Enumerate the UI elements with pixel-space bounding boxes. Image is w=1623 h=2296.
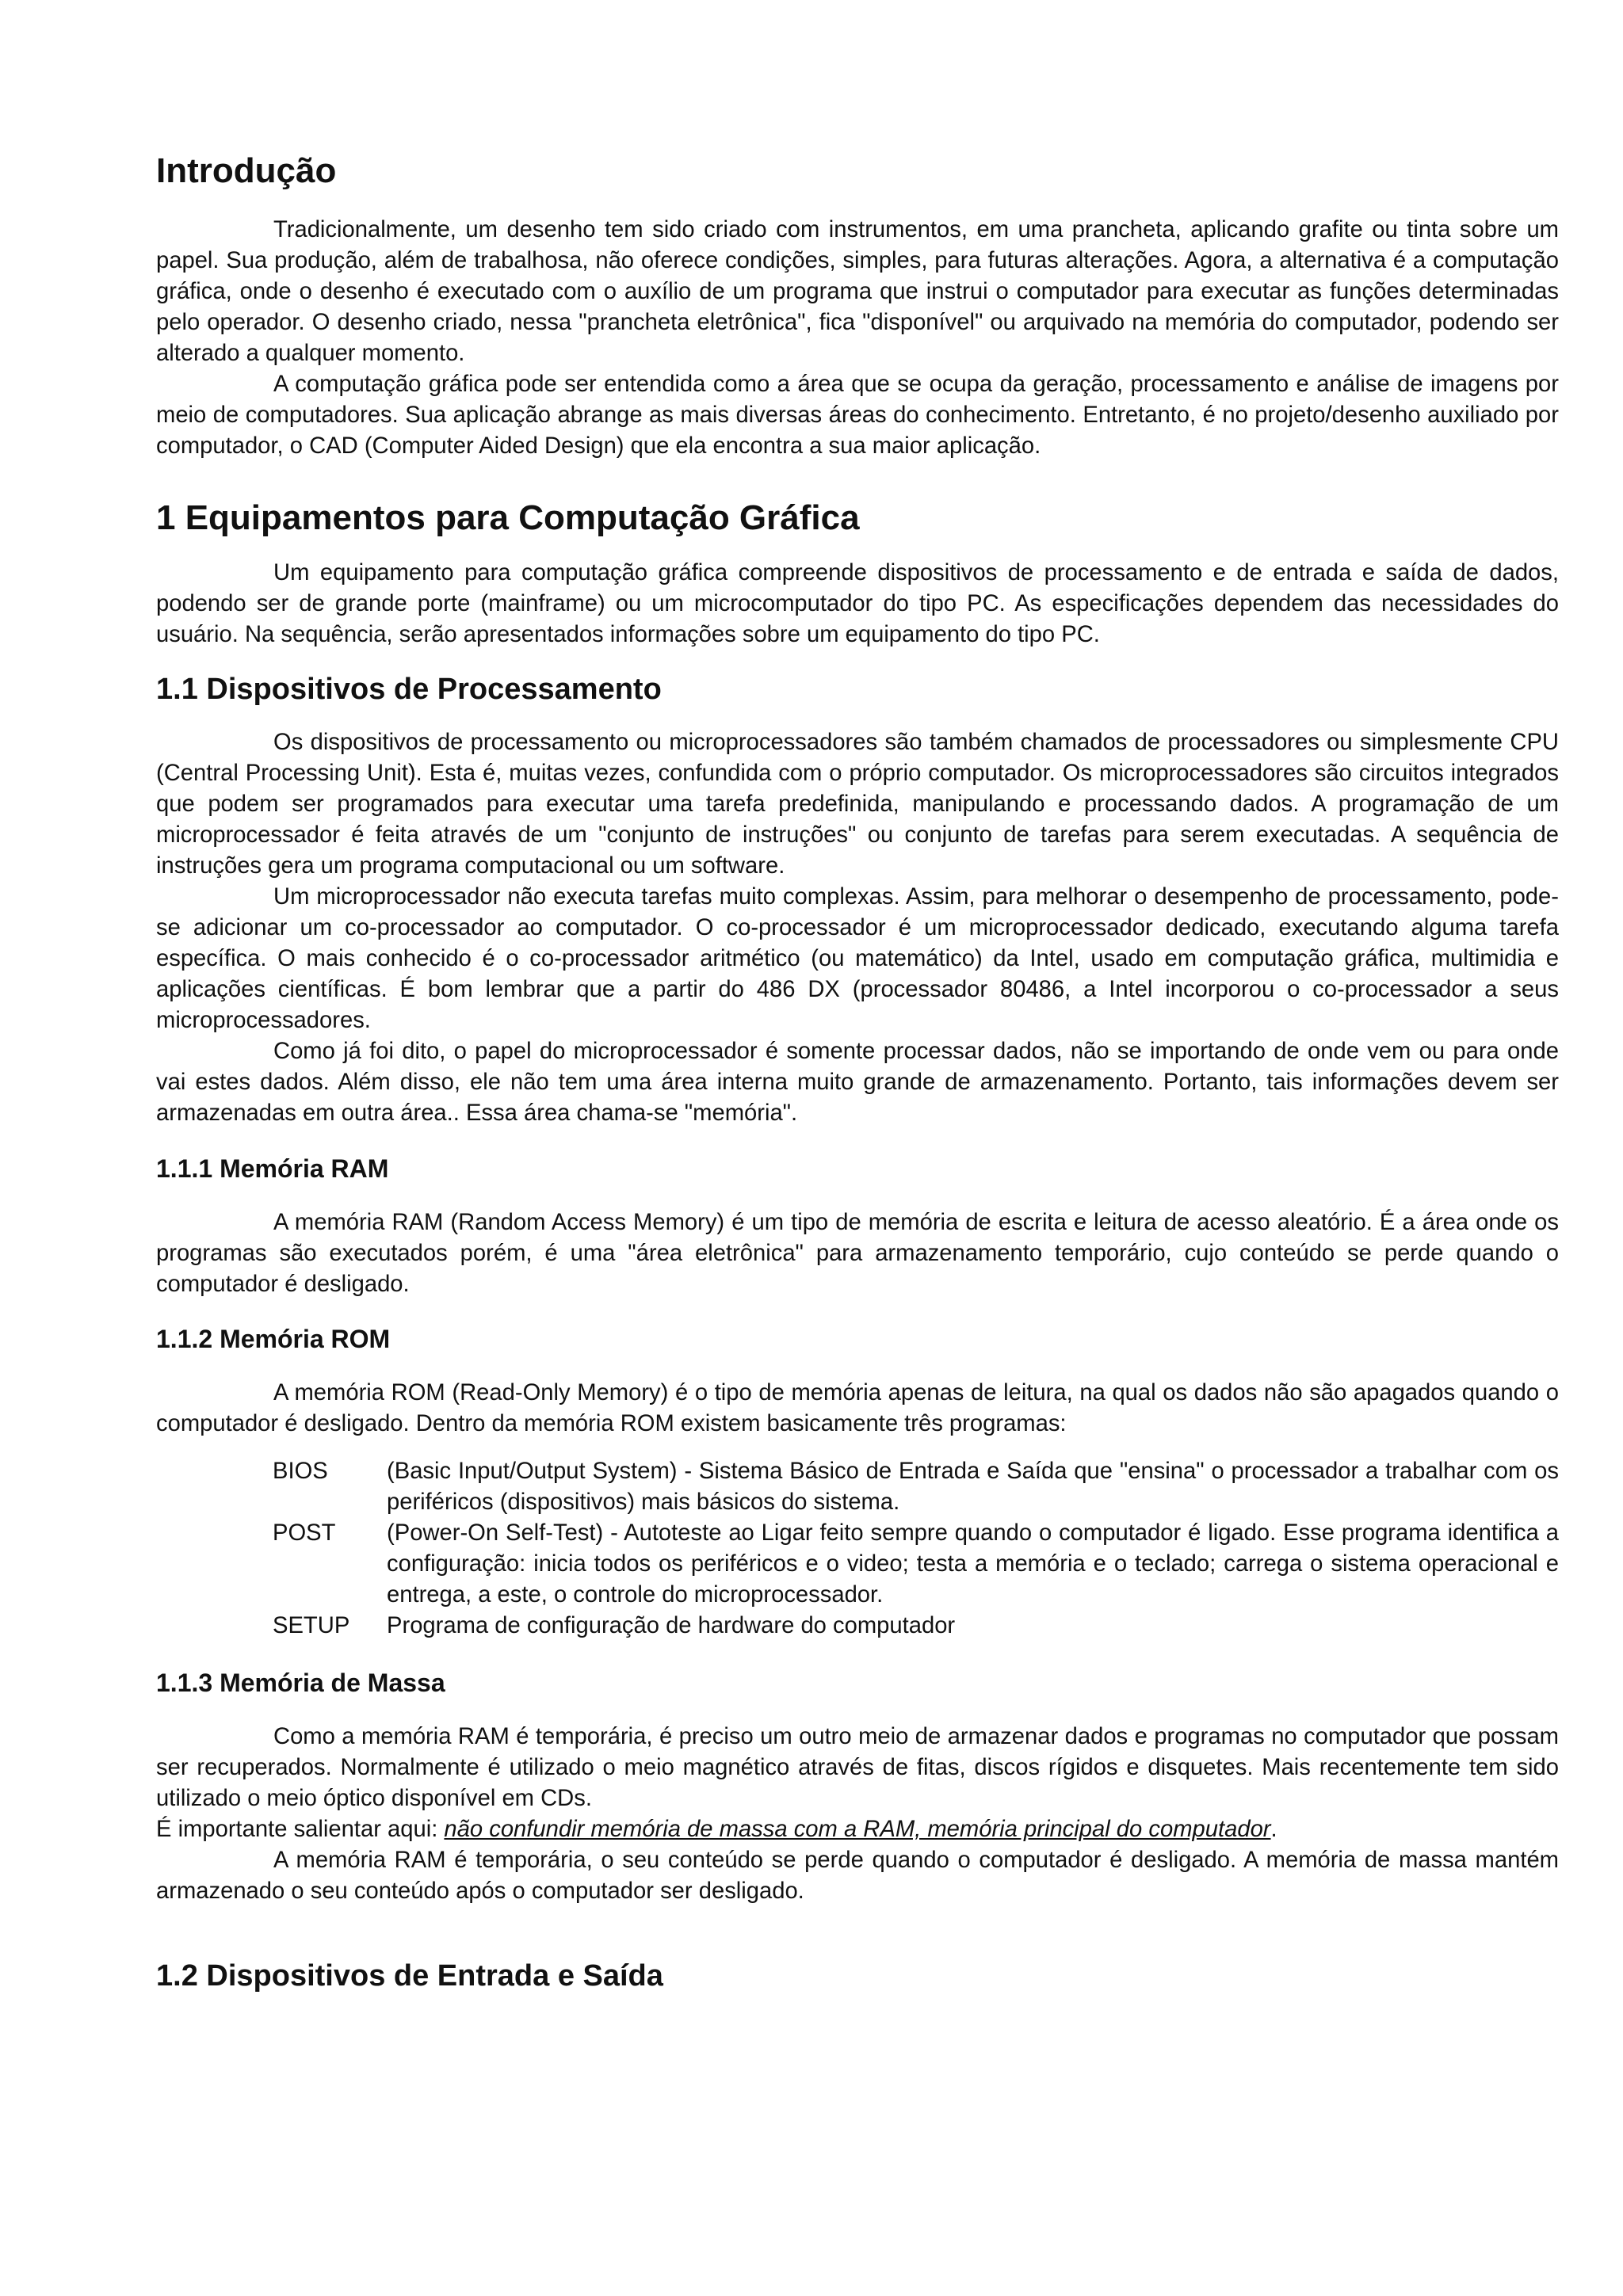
note-suffix: . <box>1270 1817 1277 1842</box>
list-item <box>156 1518 1559 1611</box>
section-1-1-2-heading: 1.1.2 Memória ROM <box>156 1325 391 1353</box>
list-item <box>156 1456 1559 1518</box>
list-item <box>156 1611 1559 1642</box>
list-item-text: (Power-On Self-Test) - Autoteste ao Ligar feito sempre quando o computador é ligado. Esse programa identifica a configuração: inicia todos os periféricos e o video; testa a memória e o teclado; carrega o sistema operacional e entrega, a este, o controle do microprocessador. <box>387 1520 1559 1608</box>
list-item-text: (Basic Input/Output System) - Sistema Básico de Entrada e Saída que "ensina" o processador a trabalhar com os periféricos (dispositivos) mais básicos do sistema. <box>387 1459 1559 1515</box>
section-1-1-1-paragraph: A memória RAM (Random Access Memory) é um tipo de memória de escrita e leitura de acesso aleatório. É a área onde os programas são executados porém, é uma "área eletrônica" para armazenamento temporário, cujo conteúdo se perde quando o computador é desligado. <box>156 1210 1559 1297</box>
intro-paragraph-2: A computação gráfica pode ser entendida como a área que se ocupa da geração, processamento e análise de imagens por meio de computadores. Sua aplicação abrange as mais diversas áreas do conhecimento. Entretanto, é no projeto/desenho auxiliado por computador, o CAD (Computer Aided Design) que ela encontra a sua maior aplicação. <box>156 372 1559 459</box>
section-1-1-paragraph-3: Como já foi dito, o papel do microprocessador é somente processar dados, não se importando de onde vem ou para onde vai estes dados. Além disso, ele não tem uma área interna muito grande de armazenamento. Portanto, tais informações devem ser armazenadas em outra área.. Essa área chama-se "memória". <box>156 1039 1559 1126</box>
section-1-1-3-paragraph-1: Como a memória RAM é temporária, é preciso um outro meio de armazenar dados e programas no computador que possam ser recuperados. Normalmente é utilizado o meio magnético através de fitas, discos rígidos e disquetes. Mais recentemente tem sido utilizado o meio óptico disponível em CDs. <box>156 1724 1559 1811</box>
section-1-2-heading: 1.2 Dispositivos de Entrada e Saída <box>156 1959 663 1993</box>
note-emphasis: não confundir memória de massa com a RAM, memória principal do computador <box>444 1817 1271 1842</box>
section-1-1-paragraph-1: Os dispositivos de processamento ou microprocessadores são também chamados de processadores ou simplesmente CPU (Central Processing Unit). Esta é, muitas vezes, confundida com o próprio computador. Os microprocessadores são circuitos integrados que podem ser programados para executar uma tarefa predefinida, manipulando e processando dados. A programação de um microprocessador é feita através de um "conjunto de instruções" ou conjunto de tarefas para serem executadas. A sequência de instruções gera um programa computacional ou um software. <box>156 730 1559 879</box>
section-1-1-3-paragraph-2: A memória RAM é temporária, o seu conteúdo se perde quando o computador é desligado. A memória de massa mantém armazenado o seu conteúdo após o computador ser desligado. <box>156 1848 1559 1904</box>
section-1-heading: 1 Equipamentos para Computação Gráfica <box>156 498 860 537</box>
section-1-1-2-paragraph: A memória ROM (Read-Only Memory) é o tipo de memória apenas de leitura, na qual os dados não são apagados quando o computador é desligado. Dentro da memória ROM existem basicamente três programas: <box>156 1380 1559 1436</box>
note-prefix: É importante salientar aqui: <box>156 1817 445 1842</box>
intro-paragraph-1: Tradicionalmente, um desenho tem sido criado com instrumentos, em uma prancheta, aplicando grafite ou tinta sobre um papel. Sua produção, além de trabalhosa, não oferece condições, simples, para futuras alterações. Agora, a alternativa é a computação gráfica, onde o desenho é executado com o auxílio de um programa que instrui o computador para executar as funções determinadas pelo operador. O desenho criado, nessa "prancheta eletrônica", fica "disponível" ou arquivado na memória do computador, podendo ser alterado a qualquer momento. <box>156 217 1559 366</box>
section-1-1-1-heading: 1.1.1 Memória RAM <box>156 1154 389 1183</box>
list-item-text: Programa de configuração de hardware do computador <box>387 1613 956 1638</box>
section-1-1-paragraph-2: Um microprocessador não executa tarefas muito complexas. Assim, para melhorar o desempenho de processamento, pode-se adicionar um co-processador ao computador. O co-processador é um microprocessador dedicado, executando alguma tarefa específica. O mais conhecido é o co-processador aritmético (ou matemático) da Intel, usado em computação gráfica, multimidia e aplicações científicas. É bom lembrar que a partir do 486 DX (processador 80486, a Intel incorporou o co-processador a seus microprocessadores. <box>156 884 1559 1033</box>
rom-program-list <box>156 1456 1559 1642</box>
section-1-1-3-heading: 1.1.3 Memória de Massa <box>156 1669 445 1697</box>
section-1-paragraph: Um equipamento para computação gráfica compreende dispositivos de processamento e de entrada e saída de dados, podendo ser de grande porte (mainframe) ou um microcomputador do tipo PC. As especificações dependem das necessidades do usuário. Na sequência, serão apresentados informações sobre um equipamento do tipo PC. <box>156 560 1559 647</box>
intro-heading: Introdução <box>156 151 337 190</box>
section-1-1-3-note <box>156 1814 1559 1845</box>
list-item-term: POST <box>273 1520 336 1546</box>
section-1-1-heading: 1.1 Dispositivos de Processamento <box>156 673 662 706</box>
list-item-term: BIOS <box>273 1459 328 1484</box>
list-item-term: SETUP <box>273 1613 350 1638</box>
